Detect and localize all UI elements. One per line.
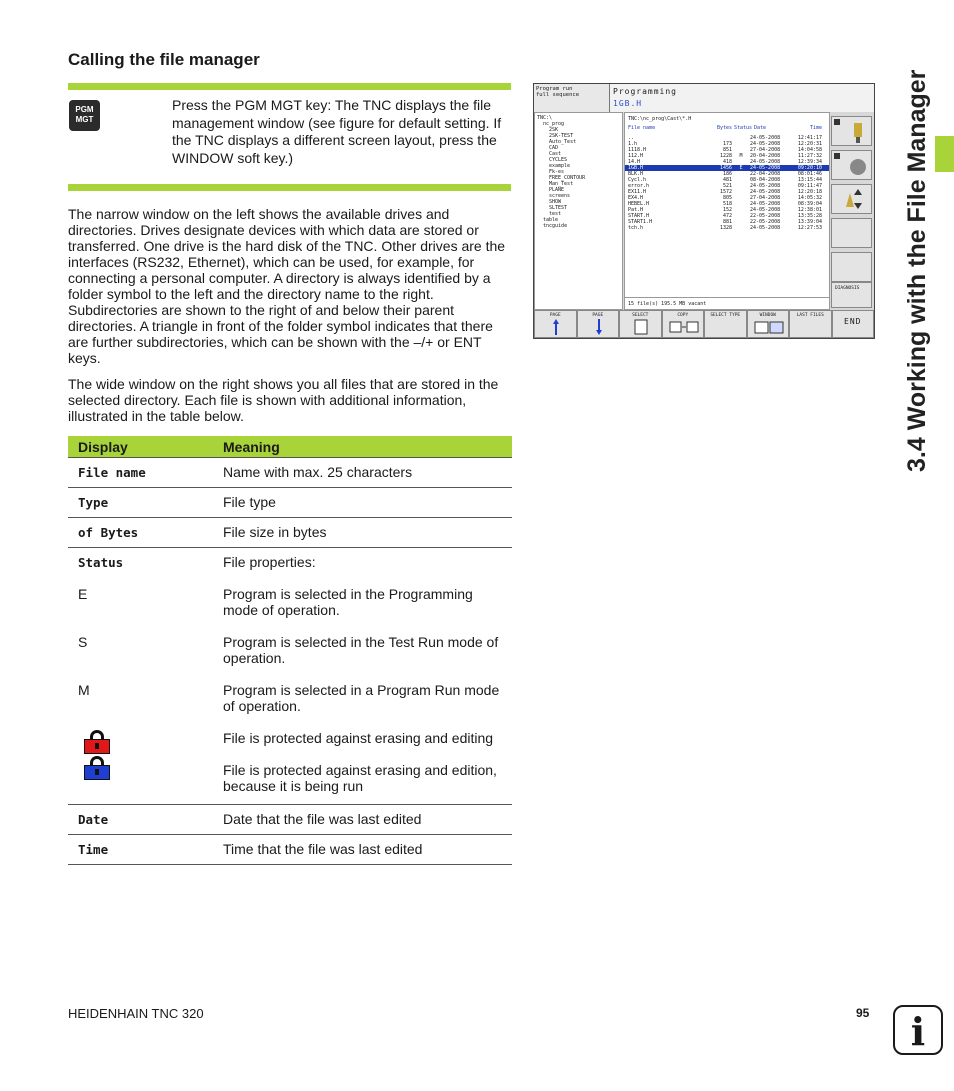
side-key-t[interactable] — [831, 184, 872, 214]
table-row — [68, 835, 512, 865]
file-time: 12:39:34 — [797, 159, 822, 165]
intro-text: Press the PGM MGT key: The TNC displays the file management window (see figure for default setting. If the TNC displays a different screen layout, press the WINDOW soft key.) — [172, 97, 502, 166]
softkey-select[interactable] — [619, 310, 662, 338]
file-date: 22-04-2008 — [750, 171, 781, 177]
file-status: E — [739, 165, 743, 171]
page-number: 95 — [856, 1006, 870, 1020]
file-date: 24-05-2008 — [750, 189, 781, 195]
footer-text: HEIDENHAIN TNC 320 — [68, 1006, 204, 1021]
file-rows — [625, 135, 829, 231]
softkey-label: END — [844, 317, 862, 326]
file-bytes: 1228 — [719, 153, 732, 159]
file-time: 12:38:01 — [797, 207, 822, 213]
tree-item[interactable]: test — [549, 211, 562, 217]
row-value: File type — [219, 488, 512, 518]
file-bytes: 805 — [722, 195, 732, 201]
file-name: 112.H — [628, 153, 644, 159]
tree-item[interactable]: Man_Test — [549, 181, 574, 187]
tree-item[interactable]: example — [549, 163, 571, 169]
file-date: 20-04-2008 — [750, 153, 781, 159]
bottom-divider — [68, 184, 511, 191]
file-date: 24-05-2008 — [750, 135, 781, 141]
file-name: 14.H — [628, 159, 641, 165]
copy-icon — [669, 320, 699, 334]
header-display: Display — [68, 436, 219, 458]
key-label-top: PGM — [75, 105, 94, 114]
softkey-last-files[interactable] — [789, 310, 832, 338]
file-time: 12:41:17 — [797, 135, 822, 141]
softkey-row — [534, 310, 874, 338]
file-name: Cycl.h — [628, 177, 647, 183]
tree-item[interactable]: CAD — [549, 145, 559, 151]
file-date: 24-05-2008 — [750, 141, 781, 147]
softkey-label: COPY — [677, 313, 689, 318]
screen-header — [610, 84, 874, 112]
file-name: tch.h — [628, 225, 644, 231]
softkey-label: PAGE — [549, 313, 561, 318]
side-key-s[interactable] — [831, 150, 872, 180]
side-key-blank-2[interactable] — [831, 252, 872, 282]
side-softkeys — [830, 112, 874, 310]
file-name: Pat.H — [628, 207, 644, 213]
table-row — [68, 488, 512, 518]
tree-item[interactable]: Auto_Test — [549, 139, 577, 145]
side-key-blank[interactable] — [831, 218, 872, 248]
file-bytes: 1456 — [719, 165, 732, 171]
row-value: File properties: — [223, 554, 316, 570]
chapter-tab-text: 3.4 Working with the File Manager — [903, 69, 931, 472]
paragraph-files: The wide window on the right shows you all files that are stored in the selected directory. Each file is shown with additional information, illustrated in the table below. — [68, 376, 499, 424]
file-name: EX11.H — [628, 189, 647, 195]
tree-item[interactable]: Cast — [549, 151, 562, 157]
file-name: BLK.H — [628, 171, 644, 177]
section-title: Calling the file manager — [68, 50, 260, 69]
status-line: 15 file(s) 195.5 MB vacant — [625, 297, 829, 309]
file-time: 14:05:32 — [797, 195, 822, 201]
tree-item[interactable]: tncguide — [543, 223, 568, 229]
tree-item[interactable]: table — [543, 217, 559, 223]
screen-title: Programming — [613, 87, 677, 96]
softkey-page-up[interactable] — [534, 310, 577, 338]
file-bytes: 418 — [722, 159, 732, 165]
tree-item[interactable]: screens — [549, 193, 571, 199]
file-path: TNC:\nc_prog\Cast\*.H — [628, 116, 692, 122]
file-time: 09:20:10 — [797, 165, 822, 171]
file-time: 14:04:58 — [797, 147, 822, 153]
table-row — [68, 634, 512, 682]
file-time: 12:20:18 — [797, 189, 822, 195]
file-name: error.h — [628, 183, 650, 189]
table-row — [68, 805, 512, 835]
document-icon — [634, 319, 648, 335]
table-row — [68, 548, 512, 587]
table-row — [68, 762, 512, 805]
file-columns — [625, 125, 829, 135]
mode-line-2: full sequence — [536, 92, 580, 98]
tool-change-icon — [832, 185, 871, 213]
table-row — [68, 458, 512, 488]
lock-blue-value: File is protected against erasing and edition, because it is being run — [219, 762, 512, 805]
arrow-up-icon — [553, 319, 559, 335]
status-value: Program is selected in a Program Run mode of operation. — [223, 682, 500, 714]
file-date: 08-04-2008 — [750, 177, 781, 183]
file-bytes: 186 — [722, 171, 732, 177]
meaning-table — [68, 436, 512, 865]
file-bytes: 152 — [722, 207, 732, 213]
file-name: 1.h — [628, 141, 638, 147]
tree-item[interactable]: CYCLES — [549, 157, 568, 163]
file-bytes: 1328 — [719, 225, 732, 231]
row-key: Type — [78, 495, 109, 510]
file-name: START.H — [628, 213, 650, 219]
softkey-end[interactable] — [832, 310, 875, 338]
file-bytes: 881 — [722, 219, 732, 225]
table-header — [68, 436, 512, 458]
file-name: .. — [628, 135, 635, 141]
diagnosis-key[interactable] — [831, 282, 872, 308]
softkey-select-type[interactable] — [704, 310, 747, 338]
file-list-window[interactable] — [624, 112, 830, 310]
file-time: 13:39:04 — [797, 219, 822, 225]
directory-tree[interactable] — [534, 112, 623, 310]
table-row — [68, 518, 512, 548]
tree-item[interactable]: 2SK-TEST — [549, 133, 574, 139]
blue-padlock-icon — [84, 756, 110, 780]
file-time: 08:01:46 — [797, 171, 822, 177]
diagnosis-label: DIAGNOSIS — [835, 286, 860, 291]
tree-item[interactable]: PLANE — [549, 187, 565, 193]
table-row — [68, 682, 512, 730]
row-value: File size in bytes — [219, 518, 512, 548]
status-value: Program is selected in the Programming mode of operation. — [223, 586, 473, 618]
file-time: 13:15:44 — [797, 177, 822, 183]
file-date: 27-04-2008 — [750, 147, 781, 153]
tree-item[interactable]: TNC:\ — [537, 115, 553, 121]
row-key: of Bytes — [78, 525, 139, 540]
col-date: Date — [754, 125, 767, 131]
col-time: Time — [809, 125, 822, 131]
file-date: 27-04-2008 — [750, 195, 781, 201]
file-time: 08:39:04 — [797, 201, 822, 207]
table-row — [68, 586, 512, 634]
file-manager-screenshot — [533, 83, 875, 339]
row-key: Date — [78, 812, 109, 827]
file-date: 24-05-2008 — [750, 201, 781, 207]
file-time: 11:27:32 — [797, 153, 822, 159]
tree-item[interactable]: Fk-es — [549, 169, 565, 175]
row-value: Date that the file was last edited — [219, 805, 512, 835]
file-name: 1GB.H — [628, 165, 644, 171]
file-date: 24-05-2008 — [750, 165, 781, 171]
file-time: 09:11:47 — [797, 183, 822, 189]
file-name: START1.H — [628, 219, 653, 225]
row-key: Status — [78, 555, 124, 570]
softkey-label: PAGE — [592, 313, 604, 318]
file-status — [732, 225, 750, 231]
softkey-label: LAST FILES — [796, 313, 824, 318]
file-bytes: 173 — [722, 141, 732, 147]
softkey-label: SELECT — [632, 313, 649, 318]
softkey-window[interactable] — [747, 310, 790, 338]
tree-item[interactable]: 2SK — [549, 127, 559, 133]
mode-indicator — [534, 84, 610, 112]
col-bytes: Bytes — [716, 125, 732, 131]
status-value: Program is selected in the Test Run mode of operation. — [223, 634, 499, 666]
top-divider — [68, 83, 511, 90]
info-icon — [893, 1005, 943, 1055]
table-row[interactable] — [625, 225, 829, 231]
info-icon-letter: i — [910, 1009, 926, 1053]
softkey-label: WINDOW — [759, 313, 776, 318]
file-date: 22-05-2008 — [750, 219, 781, 225]
row-key: File name — [78, 465, 146, 480]
file-name: HEBEL.H — [628, 201, 650, 207]
row-value: Time that the file was last edited — [219, 835, 512, 865]
file-bytes: 472 — [722, 213, 732, 219]
file-name: 1118.H — [628, 147, 647, 153]
row-key: Time — [78, 842, 109, 857]
current-file: 1GB.H — [613, 99, 643, 108]
softkey-label: SELECT TYPE — [710, 313, 741, 318]
key-label-bottom: MGT — [75, 115, 94, 124]
file-date: 24-05-2008 — [750, 159, 781, 165]
paragraph-drives: The narrow window on the left shows the available drives and directories. Drives designate devices with which data are stored or transferred. One drive is the hard disk of the TNC. Other drives are the interfaces (RS232, Ethernet), which can be used, for example, for connecting a personal computer. A directory is always identified by a folder symbol to the left and the directory name to the right. Subdirectories are shown to the right of and below their parent directories. A triangle in front of the folder symbol indicates that there are further subdirectories, which can be shown with the –/+ or ENT keys. — [68, 206, 506, 366]
red-padlock-icon — [84, 730, 110, 754]
file-time: 12:27:53 — [797, 225, 822, 231]
softkey-copy[interactable] — [662, 310, 705, 338]
softkey-page-down[interactable] — [577, 310, 620, 338]
file-bytes: 518 — [722, 201, 732, 207]
row-value: Name with max. 25 characters — [219, 458, 512, 488]
window-layout-icon — [754, 321, 784, 334]
file-status: M — [739, 153, 743, 159]
file-date: 24-05-2008 — [750, 207, 781, 213]
col-status: Status — [733, 125, 753, 131]
file-bytes: 521 — [722, 183, 732, 189]
tool-icon — [832, 151, 871, 179]
file-bytes: 851 — [722, 147, 732, 153]
file-bytes: 1572 — [719, 189, 732, 195]
pgm-mgt-key-icon — [69, 100, 100, 131]
col-name: File name — [628, 125, 656, 131]
file-name: EX4.H — [628, 195, 644, 201]
file-bytes: 481 — [722, 177, 732, 183]
tree-item[interactable]: FREE_CONTOUR — [549, 175, 586, 181]
file-date: 22-05-2008 — [750, 213, 781, 219]
file-time: 12:20:31 — [797, 141, 822, 147]
file-time: 13:35:28 — [797, 213, 822, 219]
spindle-icon — [832, 117, 871, 145]
status-key: E — [78, 586, 88, 602]
tree-item[interactable]: nc_prog — [543, 121, 565, 127]
arrow-down-icon — [596, 319, 602, 335]
file-date: 24-05-2008 — [750, 183, 781, 189]
status-key: M — [78, 682, 90, 698]
lock-red-value: File is protected against erasing and editing — [223, 730, 494, 746]
table-row — [68, 730, 512, 762]
header-meaning: Meaning — [219, 436, 512, 458]
file-date: 24-05-2008 — [750, 225, 781, 231]
mode-line-1: Program run — [536, 86, 573, 92]
chapter-tab — [889, 60, 939, 880]
status-key: S — [78, 634, 88, 650]
side-key-m[interactable] — [831, 116, 872, 146]
tree-item[interactable]: SHOW — [549, 199, 562, 205]
tree-item[interactable]: SLTEST — [549, 205, 568, 211]
